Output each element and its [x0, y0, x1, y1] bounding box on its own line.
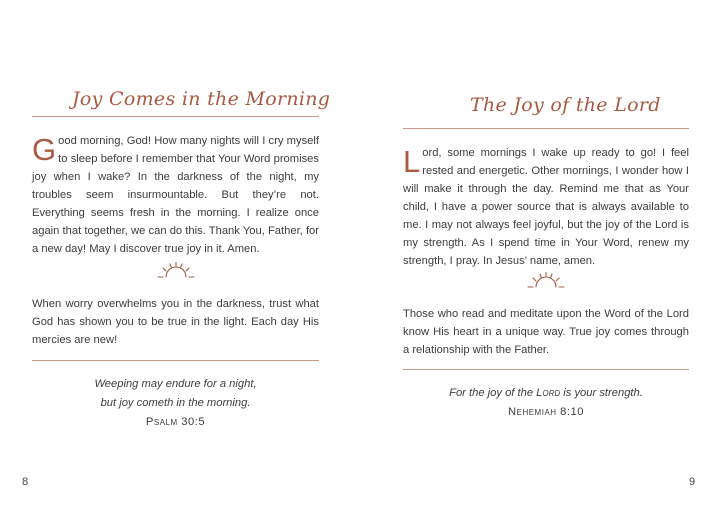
right-verse-rule — [403, 369, 689, 370]
left-page-title: Joy Comes in the Morning — [72, 88, 331, 110]
right-verse — [403, 384, 689, 422]
left-verse — [32, 375, 319, 432]
right-dropcap: L — [403, 144, 421, 179]
sunrise-icon — [154, 260, 198, 280]
right-verse-reference: Nehemiah 8:10 — [508, 406, 584, 418]
right-page-title: The Joy of the Lord — [470, 94, 661, 116]
right-title-rule — [403, 128, 689, 129]
left-title-rule — [32, 116, 319, 117]
right-page-number: 9 — [689, 476, 696, 488]
right-verse-line-1: For the joy of the Lord is your strength. — [449, 387, 643, 399]
right-prayer — [403, 144, 689, 270]
left-page-number: 8 — [22, 476, 29, 488]
right-reflection: Those who read and meditate upon the Word of the Lord know His heart in a unique way. True joy comes through a relationship with the Father. — [403, 308, 689, 356]
left-prayer — [32, 132, 319, 258]
left-prayer-text: ood morning, God! How many nights will I cry myself to sleep before I remember that Your Word promises joy when I wake? In the darkness of the night, my troubles seem insurmountable. But they’re not. Everything seems fresh in the morning. I realize once again that together, we can do this. Thank You, Father, for a new day! May I discover true joy in it. Amen. — [32, 135, 319, 255]
right-prayer-text: ord, some mornings I wake up ready to go! I feel rested and energetic. Other mornings, I wonder how I will make it through the day. Remind me that as Your child, I have a power source that is always available to me. I may not always feel joyful, but the joy of the Lord is my strength. As I spend time in Your Word, renew my strength, I pray. In Jesus’ name, amen. — [403, 147, 689, 267]
sunrise-icon — [524, 270, 568, 290]
left-verse-rule — [32, 360, 319, 361]
right-verse-lord: Lord — [536, 387, 561, 399]
left-verse-reference: Psalm 30:5 — [145, 416, 206, 428]
left-verse-line-2: but joy cometh in the morning. — [100, 397, 251, 409]
right-page — [360, 0, 720, 508]
left-dropcap: G — [32, 132, 57, 167]
left-reflection: When worry overwhelms you in the darkness, trust what God has shown you to be true in the light. Each day His mercies are new! — [32, 298, 319, 346]
left-verse-line-1: Weeping may endure for a night, — [94, 378, 257, 390]
